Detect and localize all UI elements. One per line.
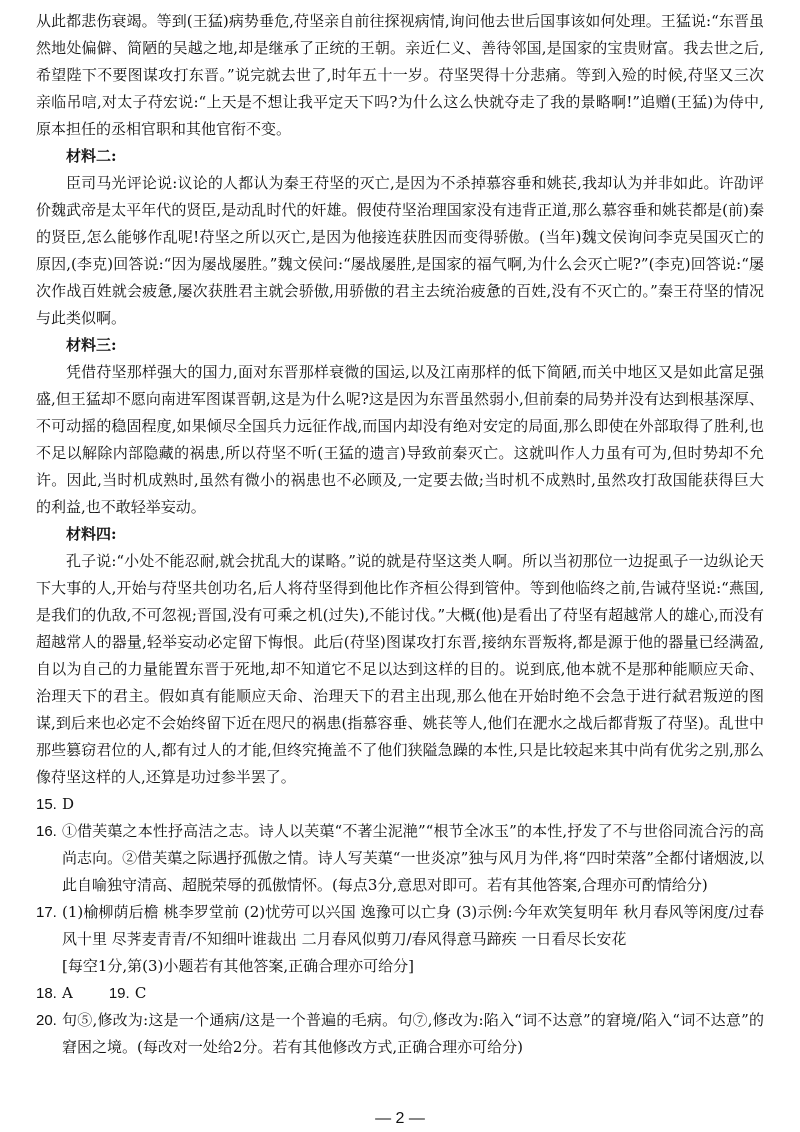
answer-number: 18. (36, 985, 57, 1002)
answer-15 (36, 791, 764, 818)
answer-number: 15. (36, 796, 57, 813)
material-four-text: 孔子说:“小处不能忍耐,就会扰乱大的谋略。”说的就是苻坚这类人啊。所以当初那位一边捉虱子一边纵论天下大事的人,开始与苻坚共创功名,后人将苻坚得到他比作齐桓公得到管仲。等到他临终之前,告诫苻坚说:“燕国,是我们的仇敌,不可忽视;晋国,没有可乘之机(过失),不能讨伐。”大概(他)是看出了苻坚有超越常人的雄心,而没有超越常人的器量,轻举妄动必定留下悔恨。此后(苻坚)图谋攻打东晋,接纳东晋叛将,都是源于他的器量已经满盈,自以为自己的力量能置东晋于死地,却不知道它不足以达到这样的目的。说到底,他本就不是那种能顺应天命、治理天下的君主。假如真有能顺应天命、治理天下的君主出现,那么他在开始时绝不会急于进行弑君叛逆的图谋,到后来也必定不会始终留下近在咫尺的祸患(指慕容垂、姚苌等人,他们在淝水之战后都背叛了苻坚)。乱世中那些篡窃君位的人,都有过人的才能,但终究掩盖不了他们狭隘急躁的本性,只是比较起来其中尚有优劣之别,那么像苻坚这样的人,还算是功过参半罢了。 (36, 552, 764, 786)
answer-text: C (134, 984, 147, 1002)
answer-text: A (62, 984, 73, 1002)
answer-text: D (62, 795, 75, 813)
answer-18-19 (36, 980, 764, 1007)
answer-list (36, 791, 764, 1061)
material-two-text: 臣司马光评论说:议论的人都认为秦王苻坚的灭亡,是因为不杀掉慕容垂和姚苌,我却认为并非如此。许劭评价魏武帝是太平年代的贤臣,是动乱时代的奸雄。假使苻坚治理国家没有违背正道,那么慕容垂和姚苌都是(前)秦的贤臣,怎么能够作乱呢!苻坚之所以灭亡,是因为他接连获胜因而变得骄傲。(当年)魏文侯询问李克吴国灭亡的原因,(李克)回答说:“因为屡战屡胜。”魏文侯问:“屡战屡胜,是国家的福气啊,为什么会灭亡呢?”(李克)回答说:“屡次作战百姓就会疲惫,屡次获胜君主就会骄傲,用骄傲的君主去统治疲惫的百姓,没有不灭亡的。”秦王苻坚的情况与此类似啊。 (36, 174, 764, 327)
answer-text: ①借芙蕖之本性抒高洁之志。诗人以芙蕖“不著尘泥滟”“根节全冰玉”的本性,抒发了不与世俗同流合污的高尚志向。②借芙蕖之际遇抒孤傲之情。诗人写芙蕖“一世炎凉”独与风月为伴,将“四时荣落”全都付诸烟波,以此自喻独守清高、超脱荣辱的孤傲情怀。(每点3分,意思对即可。若有其他答案,合理亦可酌情给分) (62, 822, 764, 894)
answer-text: (1)榆柳荫后檐 桃李罗堂前 (2)忧劳可以兴国 逸豫可以亡身 (3)示例:今年欢笑复明年 秋月春风等闲度/过春风十里 尽荠麦青青/不知细叶谁裁出 二月春风似剪刀/春风得意马蹄疾 一日看尽长安花 (62, 903, 764, 948)
answer-17-scoring-note: [每空1分,第(3)小题若有其他答案,正确合理亦可给分] (62, 957, 415, 975)
answer-17 (36, 899, 764, 953)
material-four-heading: 材料四: (66, 525, 117, 543)
answer-number: 19. (108, 985, 130, 1002)
material-three-text: 凭借苻坚那样强大的国力,面对东晋那样衰微的国运,以及江南那样的低下简陋,而关中地区又是如此富足强盛,但王猛却不愿向南进军图谋晋朝,这是为什么呢?这是因为东晋虽然弱小,但前秦的局势并没有达到根基深厚、不可动摇的稳固程度,如果倾尽全国兵力远征作战,而国内却没有绝对安定的局面,那么即使在外部取得了胜利,也不足以解除内部隐藏的祸患,所以苻坚不听(王猛的遗言)导致前秦灭亡。这就叫作人力虽有可为,但时势却不允许。因此,当时机成熟时,虽然有微小的祸患也不必顾及,一定要去做;当时机不成熟时,虽然攻打敌国能获得巨大的利益,也不敢轻举妄动。 (36, 363, 764, 516)
page-number: — 2 — (375, 1110, 425, 1127)
answer-number: 20. (36, 1012, 57, 1029)
answer-number: 16. (36, 823, 57, 840)
material-three-heading: 材料三: (66, 336, 117, 354)
answer-number: 17. (36, 904, 57, 921)
material-one-continuation: 从此都悲伤衰竭。等到(王猛)病势垂危,苻坚亲自前往探视病情,询问他去世后国事该如何处理。王猛说:“东晋虽然地处偏僻、简陋的吴越之地,却是继承了正统的王朝。亲近仁义、善待邻国,是国家的宝贵财富。我去世之后,希望陛下不要图谋攻打东晋。”说完就去世了,时年五十一岁。苻坚哭得十分悲痛。等到入殓的时候,苻坚又三次亲临吊唁,对太子苻宏说:“上天是不想让我平定天下吗?为什么这么快就夺走了我的景略啊!”追赠(王猛)为侍中,原本担任的丞相官职和其他官衔不变。 (36, 12, 764, 138)
answer-20 (36, 1007, 764, 1061)
answer-text: 句⑤,修改为:这是一个通病/这是一个普遍的毛病。句⑦,修改为:陷入“词不达意”的窘境/陷入“词不达意”的窘困之境。(每改对一处给2分。若有其他修改方式,正确合理亦可给分) (62, 1011, 764, 1056)
answer-16 (36, 818, 764, 899)
material-two-heading: 材料二: (66, 147, 117, 165)
